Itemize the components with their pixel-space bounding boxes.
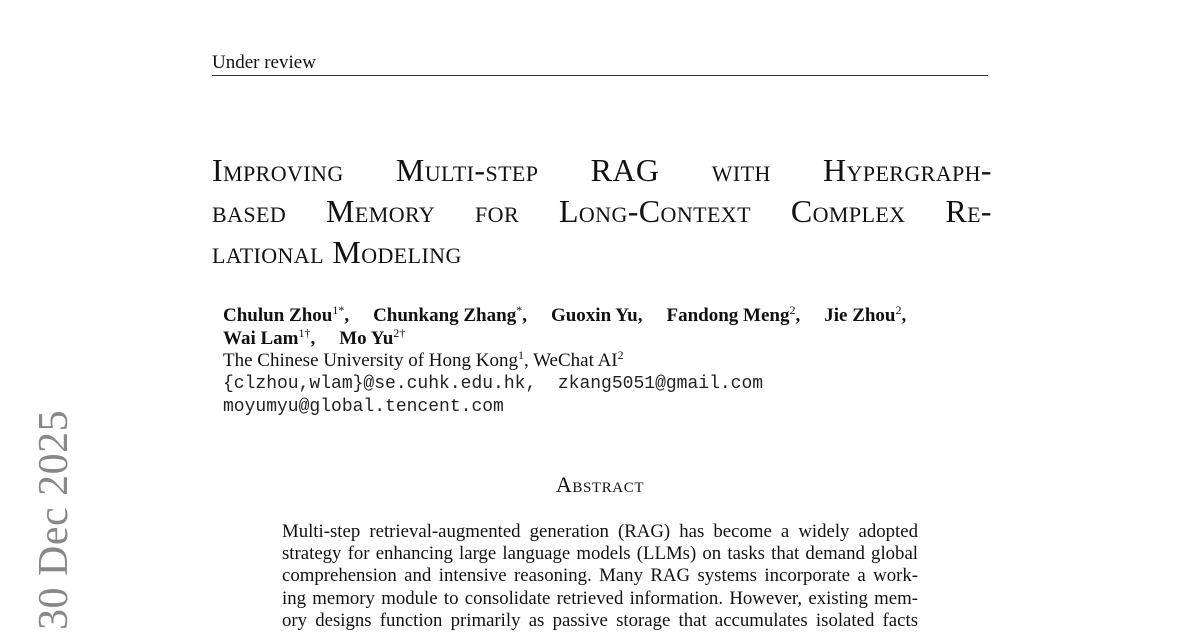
- email-line: moyumyu@global.tencent.com: [223, 397, 504, 417]
- author: Jie Zhou$^2$,: [824, 303, 907, 326]
- abstract-body: [282, 521, 918, 632]
- abstract-line: comprehension and intensive reasoning. Many RAG systems incorporate a work-: [282, 565, 918, 587]
- abstract-line: Multi-step retrieval-augmented generation (RAG) has become a widely adopted: [282, 521, 918, 542]
- author-list: [223, 304, 963, 350]
- title-line: Improving Multi-step RAG with Hypergraph-: [212, 152, 992, 188]
- abstract-line: ing memory module to consolidate retrieved information. However, existing mem-: [282, 587, 918, 609]
- paper-title: [212, 150, 992, 273]
- abstract-line: ory designs function primarily as passive storage that accumulates isolated facts: [282, 609, 918, 631]
- author: Fandong Meng$^2$,: [666, 303, 801, 326]
- running-head: Under review: [212, 52, 316, 73]
- affiliations: The Chinese University of Hong Kong$^1$, WeChat $AI^2$: [223, 348, 624, 371]
- abstract-heading: Abstract: [555, 472, 645, 497]
- title-line: based Memory for Long-Context Complex Re-: [212, 193, 992, 229]
- arxiv-date-stamp: 30 Dec 2025: [31, 409, 77, 630]
- author: Chunkang Zhang*,: [373, 303, 527, 326]
- title-line: lational Modeling: [212, 234, 462, 270]
- author: Guoxin Yu,: [550, 305, 643, 326]
- header-rule: [212, 75, 988, 76]
- author-emails: [223, 373, 763, 419]
- author: Chulun Zhou$^{1*}$,: [223, 303, 350, 326]
- abstract-line: strategy for enhancing large language models (LLMs) on tasks that demand global: [282, 543, 918, 565]
- author: Mo $Yu^{2\dagger}$: [339, 326, 406, 349]
- email-line: {clzhou,wlam}@se.cuhk.edu.hk, zkang5051@gmail.com: [223, 374, 764, 394]
- author: Wai Lam$^{1\dagger}$,: [223, 326, 316, 349]
